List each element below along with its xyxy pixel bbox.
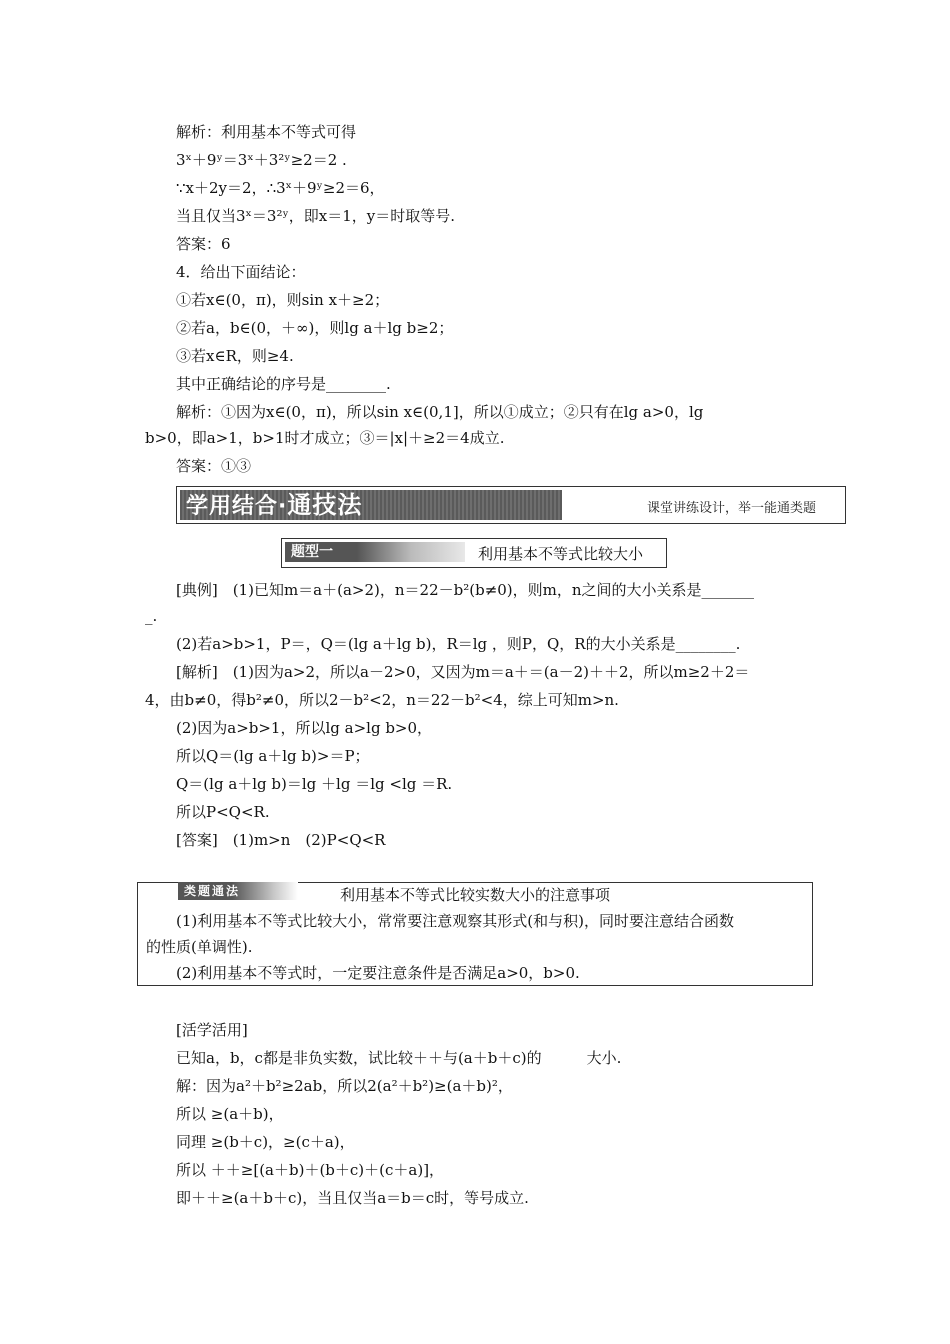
question-type-title: 利用基本不等式比较大小 xyxy=(478,545,644,563)
example-answer: [答案] (1)m>n (2)P<Q<R xyxy=(176,831,386,849)
example-analysis-5: Q＝(lg a＋lg b)＝lg ＋lg ＝lg <lg ＝R. xyxy=(176,775,453,793)
question-type-box xyxy=(281,538,667,568)
method-note-line-1: (1)利用基本不等式比较大小，常常要注意观察其形式(和与积)，同时要注意结合函数 xyxy=(176,912,734,930)
question-4-title: 4．给出下面结论： xyxy=(176,263,306,281)
question-4-item-3: ③若x∈R，则≥4. xyxy=(176,347,294,365)
example-analysis-6: 所以P<Q<R. xyxy=(176,803,270,821)
question-type-tag: 题型一 xyxy=(285,542,465,562)
section-banner xyxy=(176,486,846,524)
question-4-analysis-2: b>0，即a>1，b>1时才成立；③＝|x|＋≥2＝4成立. xyxy=(145,429,505,447)
answer-line: 答案：6 xyxy=(176,235,231,253)
example-line-1: [典例] (1)已知m＝a＋(a>2)，n＝22－b²(b≠0)，则m，n之间的大小关系是_______ xyxy=(176,581,755,599)
example-analysis-1: [解析] (1)因为a>2，所以a－2>0，又因为m＝a＋＝(a－2)＋＋2，所以m≥2＋2＝ xyxy=(176,663,750,681)
example-analysis-4: 所以Q＝(lg a＋lg b)>＝P； xyxy=(176,747,370,765)
question-4-prompt: 其中正确结论的序号是________. xyxy=(176,375,391,393)
solution-line-2: 3ˣ＋9ʸ＝3ˣ＋3²ʸ≥2＝2 . xyxy=(176,151,347,169)
method-note-line-3: (2)利用基本不等式时，一定要注意条件是否满足a>0，b>0. xyxy=(176,964,580,982)
method-note-tag: 类题通法 xyxy=(178,882,298,900)
solution-line-3: ∵x＋2y＝2，∴3ˣ＋9ʸ≥2＝6， xyxy=(176,179,385,197)
practice-question: 已知a，b，c都是非负实数，试比较＋＋与(a＋b＋c)的 大小. xyxy=(176,1049,622,1067)
method-note-line-2: 的性质(单调性). xyxy=(146,938,253,956)
example-line-3: (2)若a>b>1，P＝，Q＝(lg a＋lg b)，R＝lg ，则P，Q，R的大小关系是________. xyxy=(176,635,741,653)
practice-solution-1: 解：因为a²＋b²≥2ab，所以2(a²＋b²)≥(a＋b)²， xyxy=(176,1077,513,1095)
banner-title-b: 通技法 xyxy=(287,491,363,519)
practice-solution-5: 即＋＋≥(a＋b＋c)，当且仅当a＝b＝c时，等号成立. xyxy=(176,1189,529,1207)
method-note-box xyxy=(137,882,813,986)
solution-line-1: 解析：利用基本不等式可得 xyxy=(176,123,357,141)
banner-title-a: 学用结合· xyxy=(186,494,288,519)
question-4-analysis-1: 解析：①因为x∈(0，π)，所以sin x∈(0,1]，所以①成立；②只有在lg a>0，lg xyxy=(176,403,704,421)
practice-solution-2: 所以 ≥(a＋b)， xyxy=(176,1105,284,1123)
practice-solution-4: 所以 ＋＋≥[(a＋b)＋(b＋c)＋(c＋a)]， xyxy=(176,1161,445,1179)
solution-line-4: 当且仅当3ˣ＝3²ʸ，即x＝1，y＝时取等号. xyxy=(176,207,456,225)
method-note-title: 利用基本不等式比较实数大小的注意事项 xyxy=(340,886,611,904)
question-4-item-1: ①若x∈(0，π)，则sin x＋≥2； xyxy=(176,291,390,309)
banner-subtitle: 课堂讲练设计，举一能通类题 xyxy=(647,501,817,516)
question-4-item-2: ②若a，b∈(0，＋∞)，则lg a＋lg b≥2； xyxy=(176,319,454,337)
example-analysis-2: 4，由b≠0，得b²≠0，所以2－b²<2，n＝22－b²<4，综上可知m>n. xyxy=(145,691,619,709)
question-4-answer: 答案：①③ xyxy=(176,457,252,475)
practice-solution-3: 同理 ≥(b＋c)，≥(c＋a)， xyxy=(176,1133,355,1151)
example-line-2: _. xyxy=(145,607,158,625)
example-analysis-3: (2)因为a>b>1，所以lg a>lg b>0， xyxy=(176,719,433,737)
banner-title xyxy=(180,490,562,520)
practice-heading: [活学活用] xyxy=(176,1021,248,1039)
